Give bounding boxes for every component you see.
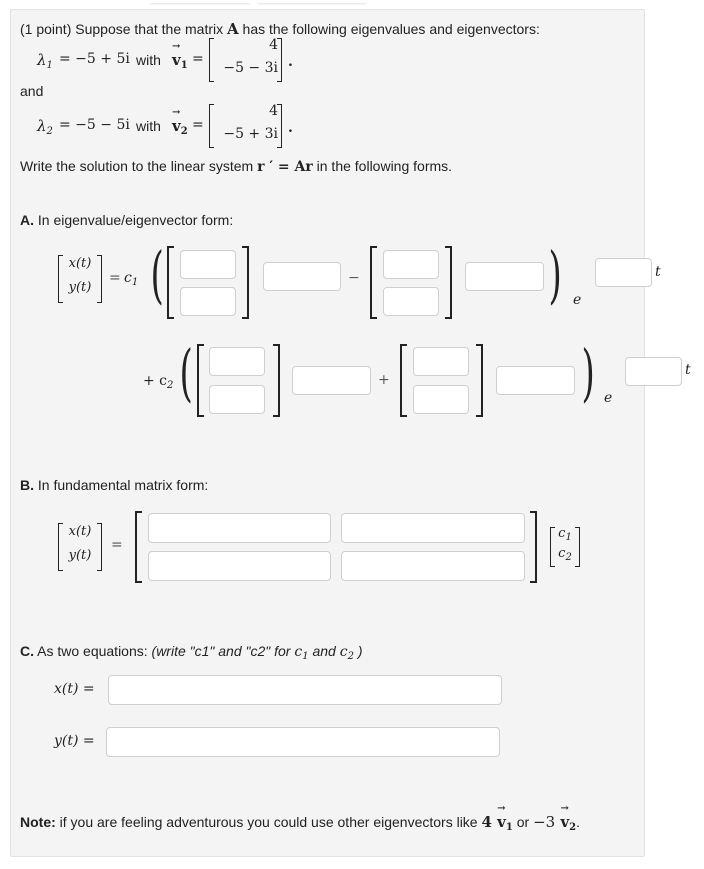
- c-bracket-right: [575, 527, 580, 567]
- section-b-title: [20, 477, 208, 493]
- eigenvalue-1: = −5 + 5i: [59, 51, 130, 67]
- lhs-x: x(t): [68, 524, 92, 539]
- b-r1c2-input[interactable]: [341, 513, 525, 543]
- matrix-bracket-left: [135, 511, 142, 583]
- intro-tail: has the following eigenvalues and eigenvectors:: [242, 21, 540, 37]
- bracket-left: [167, 246, 174, 319]
- a1-scalar2-input[interactable]: [465, 262, 544, 291]
- a1-exponent-input[interactable]: [595, 258, 652, 287]
- section-a-letter: A.: [20, 212, 34, 228]
- bracket-right: [273, 344, 280, 417]
- equals: =: [111, 537, 123, 553]
- plus-c2: + $c_2$: [143, 373, 174, 391]
- bracket-left: [370, 246, 377, 319]
- system-line: [20, 158, 452, 175]
- top-tab-2[interactable]: [258, 0, 366, 3]
- a1-vec1-top-input[interactable]: [180, 250, 236, 279]
- problem-intro: [20, 20, 540, 38]
- period: .: [288, 54, 293, 70]
- note-text: if you are feeling adventurous you could use other eigenvectors like: [59, 814, 478, 830]
- eigenvalue-2: = −5 − 5i: [59, 117, 130, 133]
- eq-1: =: [192, 51, 204, 67]
- b-r1c1-input[interactable]: [148, 513, 331, 543]
- a2-vec2-top-input[interactable]: [413, 347, 469, 376]
- plus: +: [378, 372, 390, 388]
- eigenvector-1-top: 4: [269, 37, 278, 53]
- open-paren: (: [179, 336, 193, 409]
- bracket-left: [400, 344, 407, 417]
- lhs-bracket-right: [97, 523, 102, 571]
- minus: −: [348, 270, 360, 286]
- bracket-right: [277, 38, 282, 82]
- top-tab-1[interactable]: [150, 0, 250, 3]
- a1-scalar1-input[interactable]: [263, 262, 341, 291]
- equals: =: [109, 270, 121, 286]
- b-r2c1-input[interactable]: [148, 551, 331, 581]
- t-exponent: t: [655, 264, 661, 280]
- a2-scalar1-input[interactable]: [292, 366, 371, 395]
- section-b-text: In fundamental matrix form:: [37, 477, 209, 493]
- section-c-hint: (write "c1" and "c2" for $c_1$ and $c_2$ ): [151, 643, 363, 662]
- e-base: e: [604, 390, 613, 406]
- with-2: with: [136, 118, 161, 134]
- eigenvector-2-bottom: −5 + 3i: [223, 126, 278, 142]
- system-suffix: in the following forms.: [316, 158, 453, 174]
- a1-vec2-bottom-input[interactable]: [383, 287, 439, 316]
- and-label: and: [20, 83, 44, 99]
- section-c-letter: C.: [20, 643, 34, 659]
- c1: $c_1$: [558, 526, 572, 543]
- open-paren: (: [150, 238, 164, 311]
- a2-vec2-bottom-input[interactable]: [413, 385, 469, 414]
- close-paren: ): [548, 238, 562, 311]
- system-equation: r ′ = Ar: [257, 159, 313, 175]
- a1-vec1-bottom-input[interactable]: [180, 287, 236, 316]
- t-exponent: t: [685, 362, 691, 378]
- e-base: e: [573, 292, 582, 308]
- b-r2c2-input[interactable]: [341, 551, 525, 581]
- section-b-letter: B.: [20, 477, 34, 493]
- x-label: x(t) =: [54, 681, 95, 697]
- section-c-title: [20, 643, 363, 662]
- a2-vec1-top-input[interactable]: [209, 347, 265, 376]
- section-a-title: [20, 212, 233, 228]
- system-prefix: Write the solution to the linear system: [20, 158, 254, 174]
- lhs-y: y(t): [68, 280, 92, 295]
- note-or: or: [516, 814, 530, 830]
- lhs-bracket-right: [97, 255, 102, 303]
- note-expr-1: $4 \to v_1$: [481, 813, 512, 831]
- eigenvector-2-top: 4: [269, 103, 278, 119]
- c2: $c_2$: [558, 546, 572, 563]
- period: .: [288, 120, 293, 136]
- note-expr-2: $-3 \to v_2$: [533, 813, 576, 831]
- lhs-x: x(t): [68, 256, 92, 271]
- a2-scalar2-input[interactable]: [496, 366, 575, 395]
- with-1: with: [136, 52, 161, 68]
- eq-2: =: [192, 117, 204, 133]
- note-label: Note:: [20, 814, 56, 830]
- matrix-bracket-right: [530, 511, 537, 583]
- bracket-left: [197, 344, 204, 417]
- section-a-text: In eigenvalue/eigenvector form:: [37, 212, 234, 228]
- bracket-right: [445, 246, 452, 319]
- bracket-right: [242, 246, 249, 319]
- y-label: y(t) =: [54, 733, 95, 749]
- matrix-symbol: A: [227, 20, 239, 38]
- eigenvector-2-symbol: → $v_2$: [172, 117, 188, 137]
- bracket-right: [277, 104, 282, 148]
- y-t-input[interactable]: [106, 727, 500, 757]
- a1-vec2-top-input[interactable]: [383, 250, 439, 279]
- x-t-input[interactable]: [108, 675, 502, 705]
- eigenpair-2: [37, 103, 317, 151]
- c1: $c_1$: [124, 270, 139, 288]
- lambda-2: $\lambda_2$: [37, 117, 53, 137]
- eigenvector-1-symbol: → $v_1$: [172, 51, 188, 71]
- a2-vec1-bottom-input[interactable]: [209, 385, 265, 414]
- section-c-text: As two equations:: [37, 643, 148, 659]
- a2-exponent-input[interactable]: [625, 357, 682, 386]
- bracket-right: [476, 344, 483, 417]
- lhs-y: y(t): [68, 548, 92, 563]
- close-paren: ): [581, 336, 595, 409]
- note: Note: if you are feeling adventurous you could use other eigenvectors like $4 \to v_1$ or $-3 \to v_2$.: [20, 813, 580, 833]
- eigenpair-1: [37, 37, 317, 85]
- eigenvector-1-bottom: −5 − 3i: [223, 60, 278, 76]
- lambda-1: $\lambda_1$: [37, 51, 53, 71]
- intro-text: (1 point) Suppose that the matrix: [20, 21, 224, 37]
